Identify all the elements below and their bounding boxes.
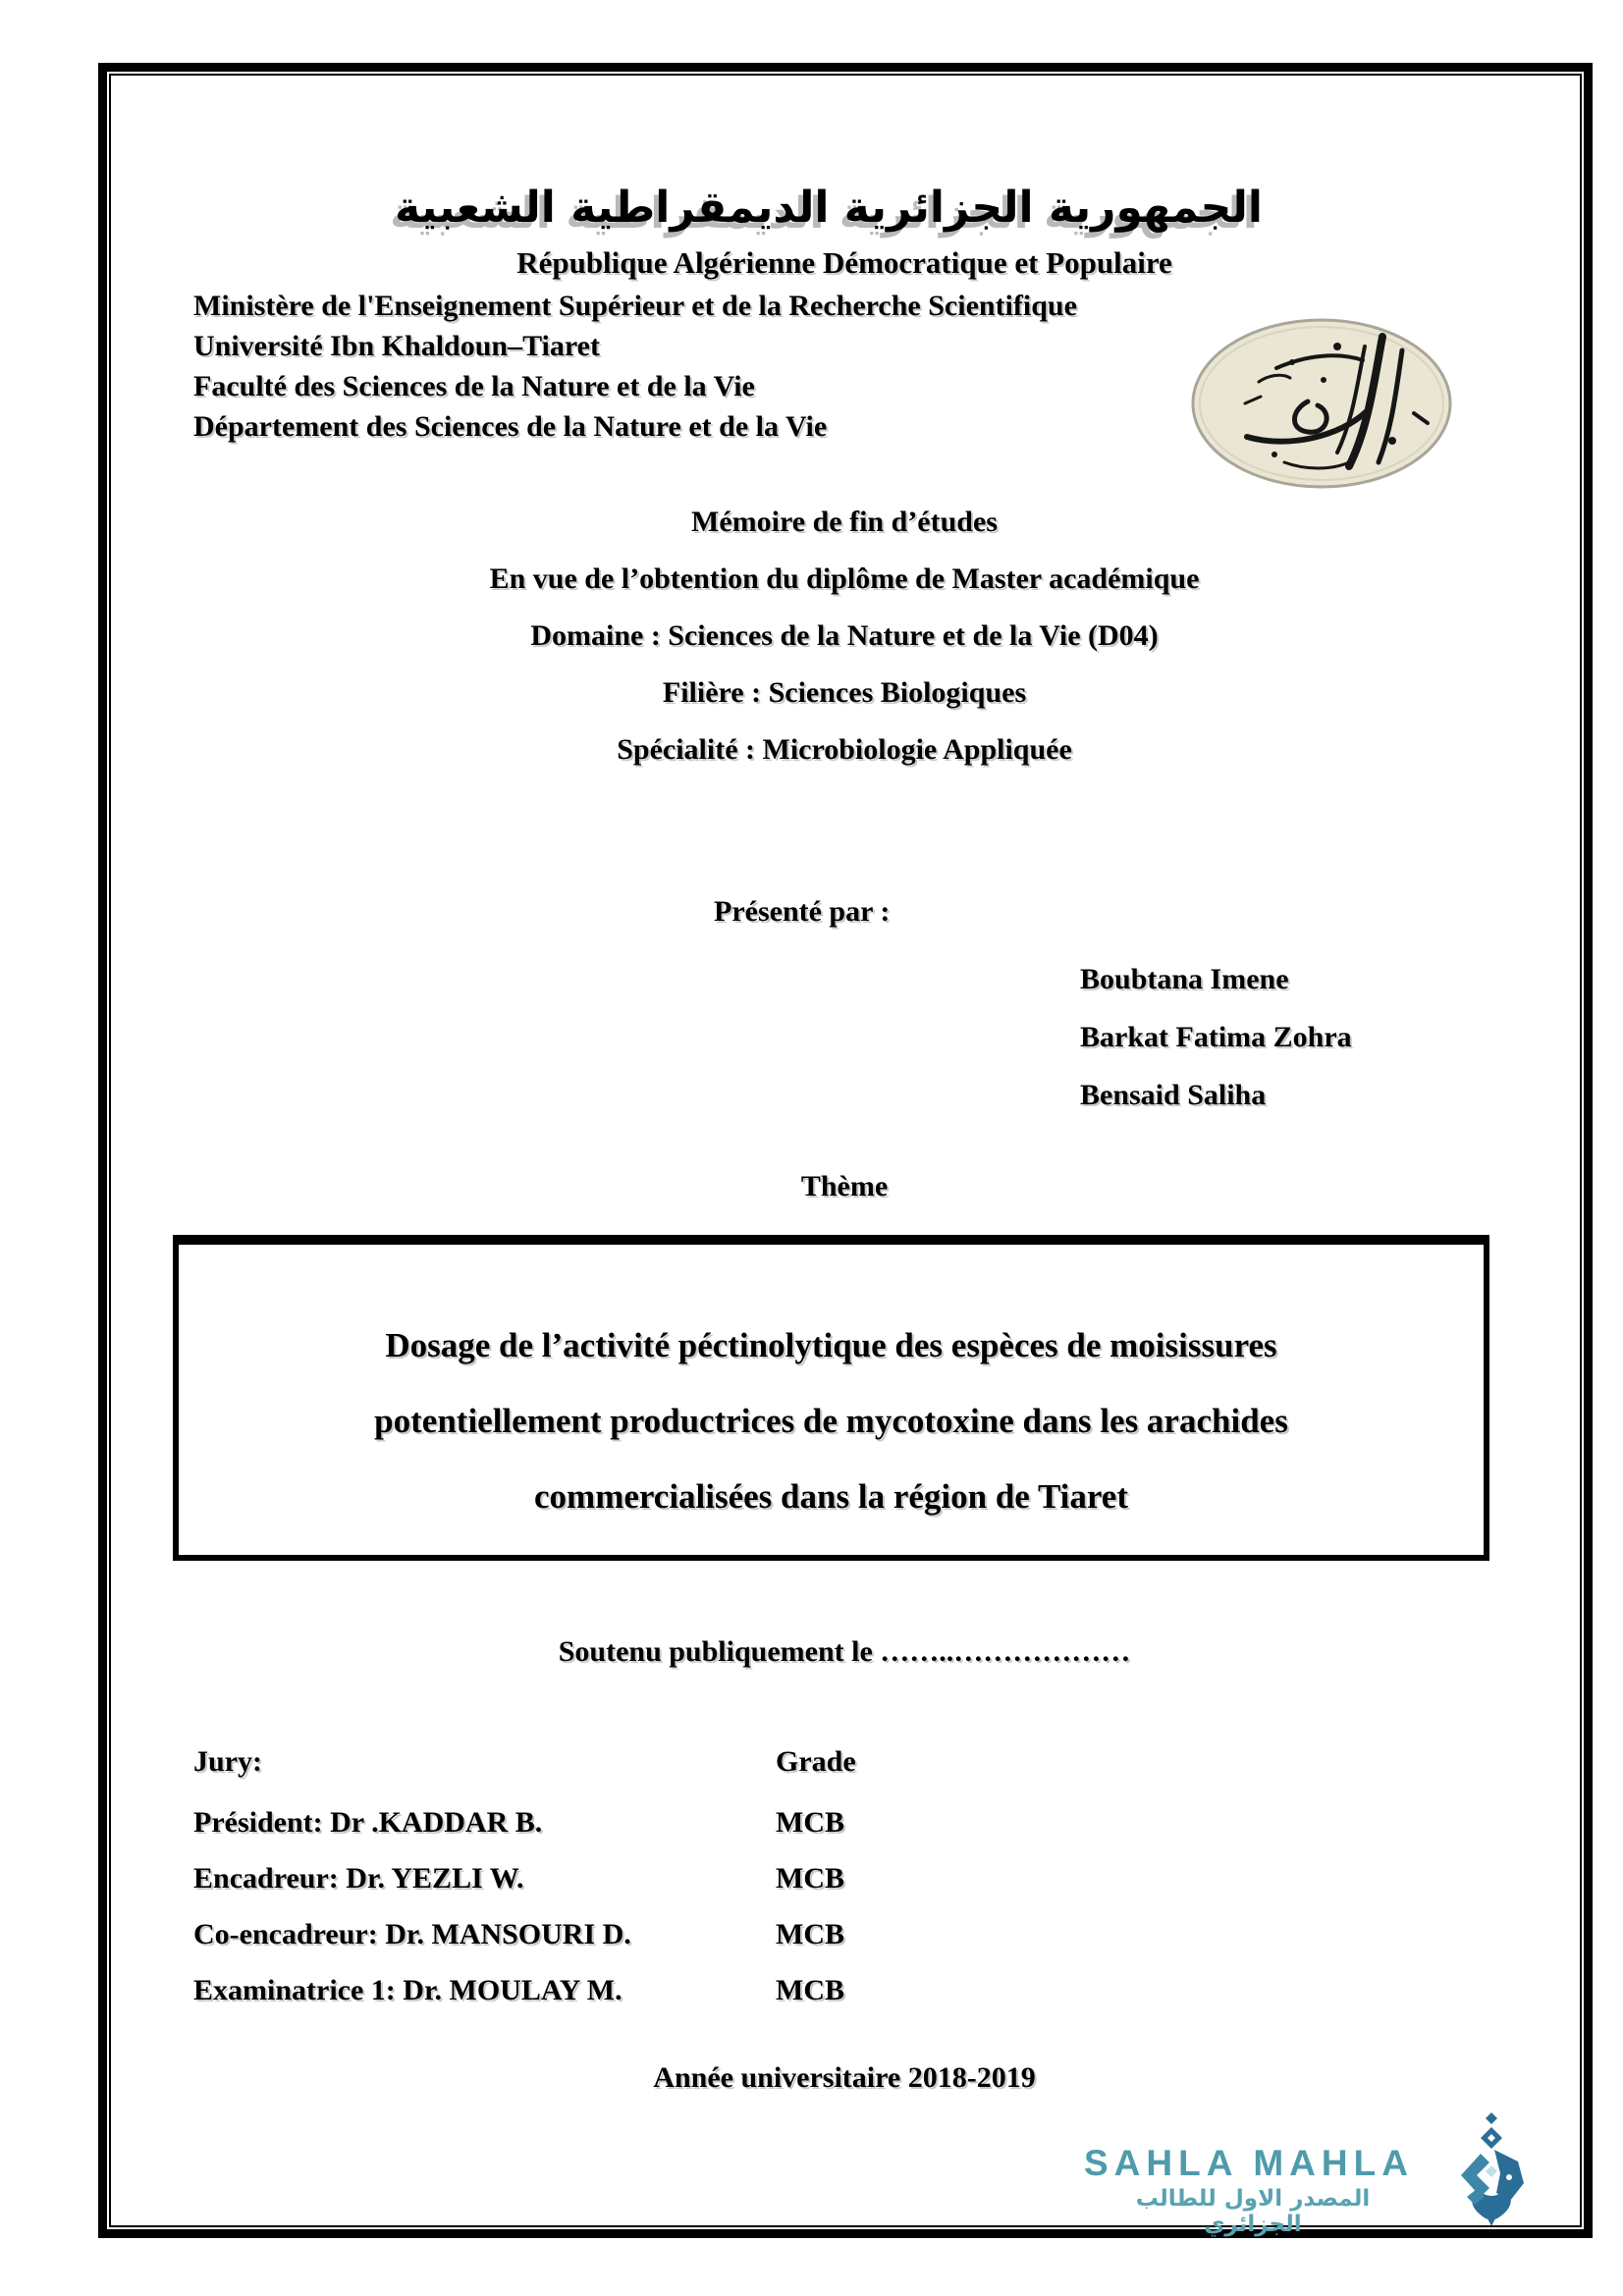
author-names bbox=[1080, 950, 1352, 1124]
jury-grade: MCB bbox=[776, 1974, 844, 2006]
author-name: Bensaid Saliha bbox=[1080, 1079, 1267, 1111]
academic-year-line: Année universitaire 2018-2019 bbox=[653, 2061, 1036, 2094]
jury-grade: MCB bbox=[776, 1918, 844, 1950]
author-name: Barkat Fatima Zohra bbox=[1080, 1021, 1352, 1053]
thesis-title-line: commercialisées dans la région de Tiaret bbox=[534, 1477, 1128, 1516]
faculty-line: Faculté des Sciences de la Nature et de la Vie bbox=[193, 370, 755, 402]
jury-role: Co-encadreur: Dr. MANSOURI D. bbox=[193, 1918, 631, 1950]
sahla-mahla-tagline: المصدر الاول للطالب الجزائري bbox=[1135, 2186, 1371, 2237]
jury-grade: MCB bbox=[776, 1862, 844, 1895]
jury-role: Examinatrice 1: Dr. MOULAY M. bbox=[193, 1974, 622, 2006]
grade-header-label: Grade bbox=[776, 1745, 856, 1778]
jury-row bbox=[193, 1862, 1273, 1896]
university-line: Université Ibn Khaldoun–Tiaret bbox=[193, 330, 600, 362]
domaine-line: Domaine : Sciences de la Nature et de la Vie (D04) bbox=[530, 619, 1159, 652]
jury-role: Encadreur: Dr. YEZLI W. bbox=[193, 1862, 524, 1895]
jury-header-row bbox=[193, 1745, 1273, 1779]
jury-role: Président: Dr .KADDAR B. bbox=[193, 1806, 543, 1839]
institution-block bbox=[193, 286, 1077, 447]
sahla-mahla-wordmark: SAHLA MAHLA bbox=[1084, 2143, 1414, 2183]
jury-row bbox=[193, 1918, 1273, 1951]
arabic-republic-title: الجمهورية الجزائرية الديمقراطية الشعبية bbox=[395, 183, 1263, 233]
thesis-title-line: potentiellement productrices de mycotoxine dans les arachides bbox=[374, 1402, 1288, 1440]
filiere-line: Filière : Sciences Biologiques bbox=[662, 676, 1027, 709]
department-line: Département des Sciences de la Nature et de la Vie bbox=[193, 410, 828, 443]
theme-label: Thème bbox=[800, 1170, 889, 1202]
author-name: Boubtana Imene bbox=[1080, 963, 1289, 995]
sahla-mahla-icon bbox=[1453, 2112, 1530, 2226]
en-vue-line: En vue de l’obtention du diplôme de Master académique bbox=[489, 562, 1200, 595]
defense-date-line: Soutenu publiquement le ……..……………… bbox=[558, 1635, 1131, 1668]
presented-by-label: Présenté par : bbox=[714, 895, 891, 928]
ministry-line: Ministère de l'Enseignement Supérieur et de la Recherche Scientifique bbox=[193, 290, 1077, 322]
thesis-title-line: Dosage de l’activité péctinolytique des espèces de moisissures bbox=[385, 1326, 1277, 1364]
jury-row bbox=[193, 1806, 1273, 1840]
memoire-line: Mémoire de fin d’études bbox=[691, 506, 998, 538]
jury-header-label: Jury: bbox=[193, 1745, 262, 1778]
university-seal-icon bbox=[1190, 317, 1453, 490]
specialite-line: Spécialité : Microbiologie Appliquée bbox=[617, 733, 1072, 766]
jury-grade: MCB bbox=[776, 1806, 844, 1839]
jury-row bbox=[193, 1974, 1273, 2007]
thesis-title-box bbox=[173, 1235, 1489, 1561]
degree-block bbox=[111, 494, 1578, 778]
republic-line: République Algérienne Démocratique et Populaire bbox=[516, 245, 1172, 280]
